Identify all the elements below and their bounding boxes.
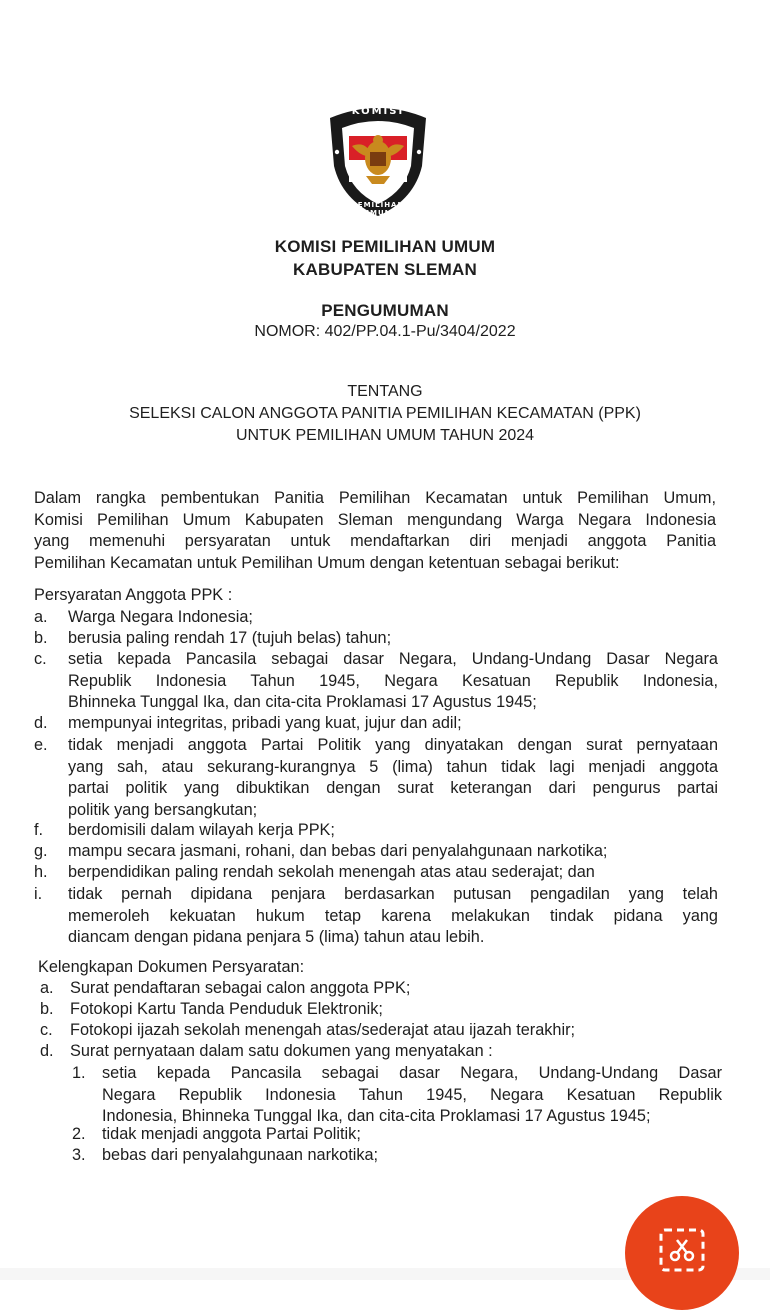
list-item-line: partai politik yang dibuktikan dengan surat keterangan dari pengurus partai xyxy=(68,779,718,797)
list-marker: 1. xyxy=(72,1064,86,1082)
list-item-line: setia kepada Pancasila sebagai dasar Negara, Undang-Undang Dasar Negara xyxy=(68,650,718,668)
list-item xyxy=(34,735,718,823)
logo-top-text: KOMISI xyxy=(351,106,405,117)
list-item-line: tidak menjadi anggota Partai Politik yang dinyatakan dengan surat pernyataan xyxy=(68,736,718,754)
subject-line-2: SELEKSI CALON ANGGOTA PANITIA PEMILIHAN KECAMATAN (PPK) xyxy=(129,405,641,422)
list-item-line: bebas dari penyalahgunaan narkotika; xyxy=(102,1146,379,1164)
subject-line-3: UNTUK PEMILIHAN UMUM TAHUN 2024 xyxy=(235,427,535,444)
intro-line: Dalam rangka pembentukan Panitia Pemilihan Kecamatan untuk Pemilihan Umum, xyxy=(34,489,716,507)
list-item-line: mampu secara jasmani, rohani, dan bebas dari penyalahgunaan narkotika; xyxy=(68,842,608,860)
list-item-line: Indonesia, Bhinneka Tunggal Ika, dan cita-cita Proklamasi 17 Agustus 1945; xyxy=(102,1107,651,1125)
list-item-line: politik yang bersangkutan; xyxy=(68,800,258,819)
list-marker: c. xyxy=(40,1021,53,1039)
list-marker: i. xyxy=(34,885,43,903)
list-item-line: berdomisili dalam wilayah kerja PPK; xyxy=(68,821,335,839)
list-marker: d. xyxy=(34,714,48,732)
crop-screenshot-icon xyxy=(625,1196,739,1310)
kpu-logo xyxy=(322,100,434,218)
list-item-line: berusia paling rendah 17 (tujuh belas) tahun; xyxy=(68,629,392,647)
list-item-line: mempunyai integritas, pribadi yang kuat, jujur dan adil; xyxy=(68,714,462,732)
list-item xyxy=(34,649,718,715)
sub-list-item xyxy=(72,1063,722,1129)
subject-tentang: TENTANG xyxy=(347,383,423,400)
list-item xyxy=(34,841,718,863)
list-item-line: Fotokopi Kartu Tanda Penduduk Elektronik; xyxy=(70,1000,383,1018)
list-item-line: Surat pernyataan dalam satu dokumen yang menyatakan : xyxy=(70,1042,493,1060)
list-marker: c. xyxy=(34,650,47,668)
list-item xyxy=(40,999,720,1021)
list-marker: 3. xyxy=(72,1146,86,1164)
doc-number: NOMOR: 402/PP.04.1-Pu/3404/2022 xyxy=(254,323,516,340)
list-item-line: yang sah, atau sekurang-kurangnya 5 (lima) tahun tidak lagi menjadi anggota xyxy=(68,757,718,776)
list-item xyxy=(34,713,718,735)
intro-line: Pemilihan Kecamatan untuk Pemilihan Umum dengan ketentuan sebagai berikut: xyxy=(34,553,620,572)
screenshot-edit-button[interactable] xyxy=(625,1196,739,1310)
sub-list-item xyxy=(72,1145,722,1167)
list-item xyxy=(34,607,718,629)
list-item-line: Warga Negara Indonesia; xyxy=(68,608,253,626)
list-item-line: Bhinneka Tunggal Ika, dan cita-cita Proklamasi 17 Agustus 1945; xyxy=(68,693,537,711)
list-item-line: setia kepada Pancasila sebagai dasar Negara, Undang-Undang Dasar xyxy=(102,1064,722,1082)
list-item-line: tidak pernah dipidana penjara berdasarkan putusan pengadilan yang telah xyxy=(68,885,718,903)
list-marker: h. xyxy=(34,863,48,881)
list-item-line: memeroleh kekuatan hukum tetap karena melakukan tindak pidana yang xyxy=(68,906,718,925)
list-marker: a. xyxy=(40,979,54,997)
list-item-line: diancam dengan pidana penjara 5 (lima) tahun atau lebih. xyxy=(68,928,485,946)
sub-list-item xyxy=(72,1124,722,1146)
intro-line: Komisi Pemilihan Umum Kabupaten Sleman mengundang Warga Negara Indonesia xyxy=(34,510,716,529)
list-marker: d. xyxy=(40,1042,54,1060)
list-item xyxy=(40,978,720,1000)
list-marker: 2. xyxy=(72,1125,86,1143)
list-item-line: Surat pendaftaran sebagai calon anggota PPK; xyxy=(70,979,411,997)
list-marker: a. xyxy=(34,608,48,626)
requirements-title: Persyaratan Anggota PPK : xyxy=(34,586,233,604)
org-name-line1: KOMISI PEMILIHAN UMUM xyxy=(274,237,496,256)
list-item xyxy=(34,628,718,650)
documents-title: Kelengkapan Dokumen Persyaratan: xyxy=(38,958,305,976)
list-marker: f. xyxy=(34,821,44,839)
intro-line: yang memenuhi persyaratan untuk mendaftarkan diri menjadi anggota Panitia xyxy=(34,532,716,550)
list-item-line: berpendidikan paling rendah sekolah menengah atas atau sederajat; dan xyxy=(68,863,595,881)
list-item xyxy=(40,1020,720,1042)
intro-paragraph xyxy=(34,488,716,574)
list-item-line: Negara Republik Indonesia Tahun 1945, Negara Kesatuan Republik xyxy=(102,1085,722,1104)
list-marker: b. xyxy=(40,1000,54,1018)
list-marker: b. xyxy=(34,629,48,647)
org-name-line2: KABUPATEN SLEMAN xyxy=(293,260,477,279)
doc-type-title: PENGUMUMAN xyxy=(321,301,449,320)
list-item-line: Fotokopi ijazah sekolah menengah atas/sederajat atau ijazah terakhir; xyxy=(70,1021,576,1039)
list-item-line: Republik Indonesia Tahun 1945, Negara Kesatuan Republik Indonesia, xyxy=(68,671,718,690)
logo-bottom-text: PEMILIHAN UMUM xyxy=(351,201,405,217)
list-marker: g. xyxy=(34,842,48,860)
list-item xyxy=(40,1041,720,1063)
list-item xyxy=(34,862,718,884)
list-item xyxy=(34,820,718,842)
list-item-line: tidak menjadi anggota Partai Politik; xyxy=(102,1125,361,1143)
list-marker: e. xyxy=(34,736,48,754)
list-item xyxy=(34,884,718,950)
